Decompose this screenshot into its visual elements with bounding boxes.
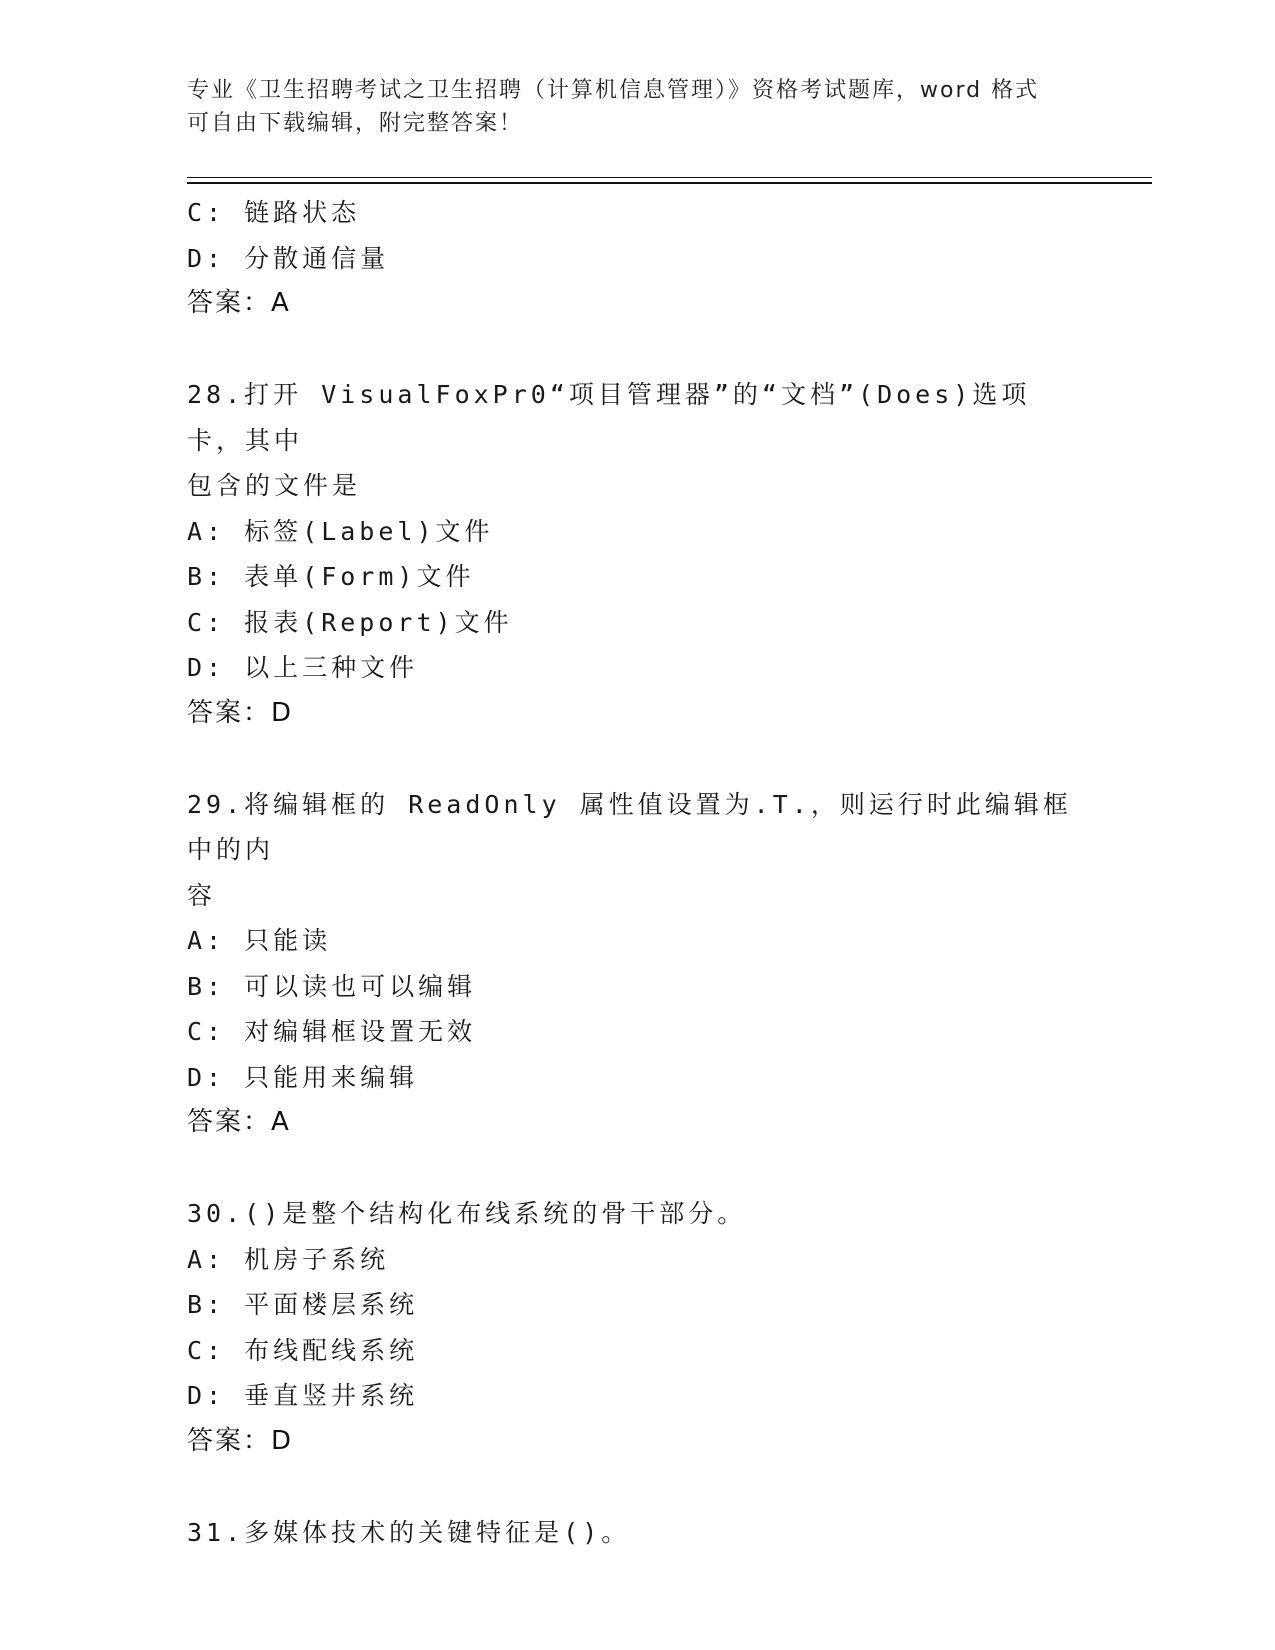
option-a: A: 标签(Label)文件 — [187, 516, 494, 546]
spacer — [187, 1464, 1087, 1510]
option-c: C: 布线配线系统 — [187, 1335, 419, 1365]
question-stem: 28.打开 VisualFoxPr0“项目管理器”的“文档”(Does)选项卡，其中 — [187, 380, 1031, 455]
option-a: A: 机房子系统 — [187, 1244, 390, 1274]
answer-label: 答案：D — [187, 1425, 294, 1456]
option-a: A: 只能读 — [187, 926, 332, 955]
question-stem: 31.多媒体技术的关键特征是()。 — [187, 1517, 631, 1547]
option-d: D: 垂直竖井系统 — [187, 1381, 419, 1410]
option-d: D: 只能用来编辑 — [187, 1062, 419, 1092]
question-28 — [187, 372, 1087, 736]
option-d: D: 以上三种文件 — [187, 653, 419, 682]
question-stem: 29.将编辑框的 ReadOnly 属性值设置为.T.，则运行时此编辑框中的内 — [187, 789, 1072, 864]
spacer — [187, 736, 1087, 782]
question-stem-continued: 包含的文件是 — [187, 471, 362, 500]
answer-label: 答案：D — [187, 697, 294, 728]
option-d: D: 分散通信量 — [187, 243, 390, 273]
page-header — [187, 74, 1067, 140]
option-c: C: 链路状态 — [187, 198, 361, 227]
header-line-2: 可自由下载编辑，附完整答案！ — [187, 111, 524, 136]
question-29 — [187, 782, 1087, 1146]
question-list — [187, 190, 1087, 1555]
answer-label: 答案：A — [187, 288, 291, 318]
question-stem-continued: 容 — [187, 880, 217, 910]
question-31 — [187, 1510, 1087, 1556]
header-line-1: 专业《卫生招聘考试之卫生招聘（计算机信息管理）》资格考试题库，word 格式 — [187, 78, 1040, 103]
question-stem: 30.()是整个结构化布线系统的骨干部分。 — [187, 1199, 747, 1228]
header-divider — [187, 177, 1152, 184]
question-27-tail — [187, 190, 1087, 327]
option-c: C: 对编辑框设置无效 — [187, 1017, 477, 1046]
option-c: C: 报表(Report)文件 — [187, 607, 513, 637]
option-b: B: 可以读也可以编辑 — [187, 971, 477, 1001]
spacer — [187, 327, 1087, 373]
answer-label: 答案：A — [187, 1107, 291, 1137]
option-b: B: 平面楼层系统 — [187, 1290, 419, 1319]
option-b: B: 表单(Form)文件 — [187, 562, 475, 591]
spacer — [187, 1146, 1087, 1192]
question-30 — [187, 1191, 1087, 1464]
